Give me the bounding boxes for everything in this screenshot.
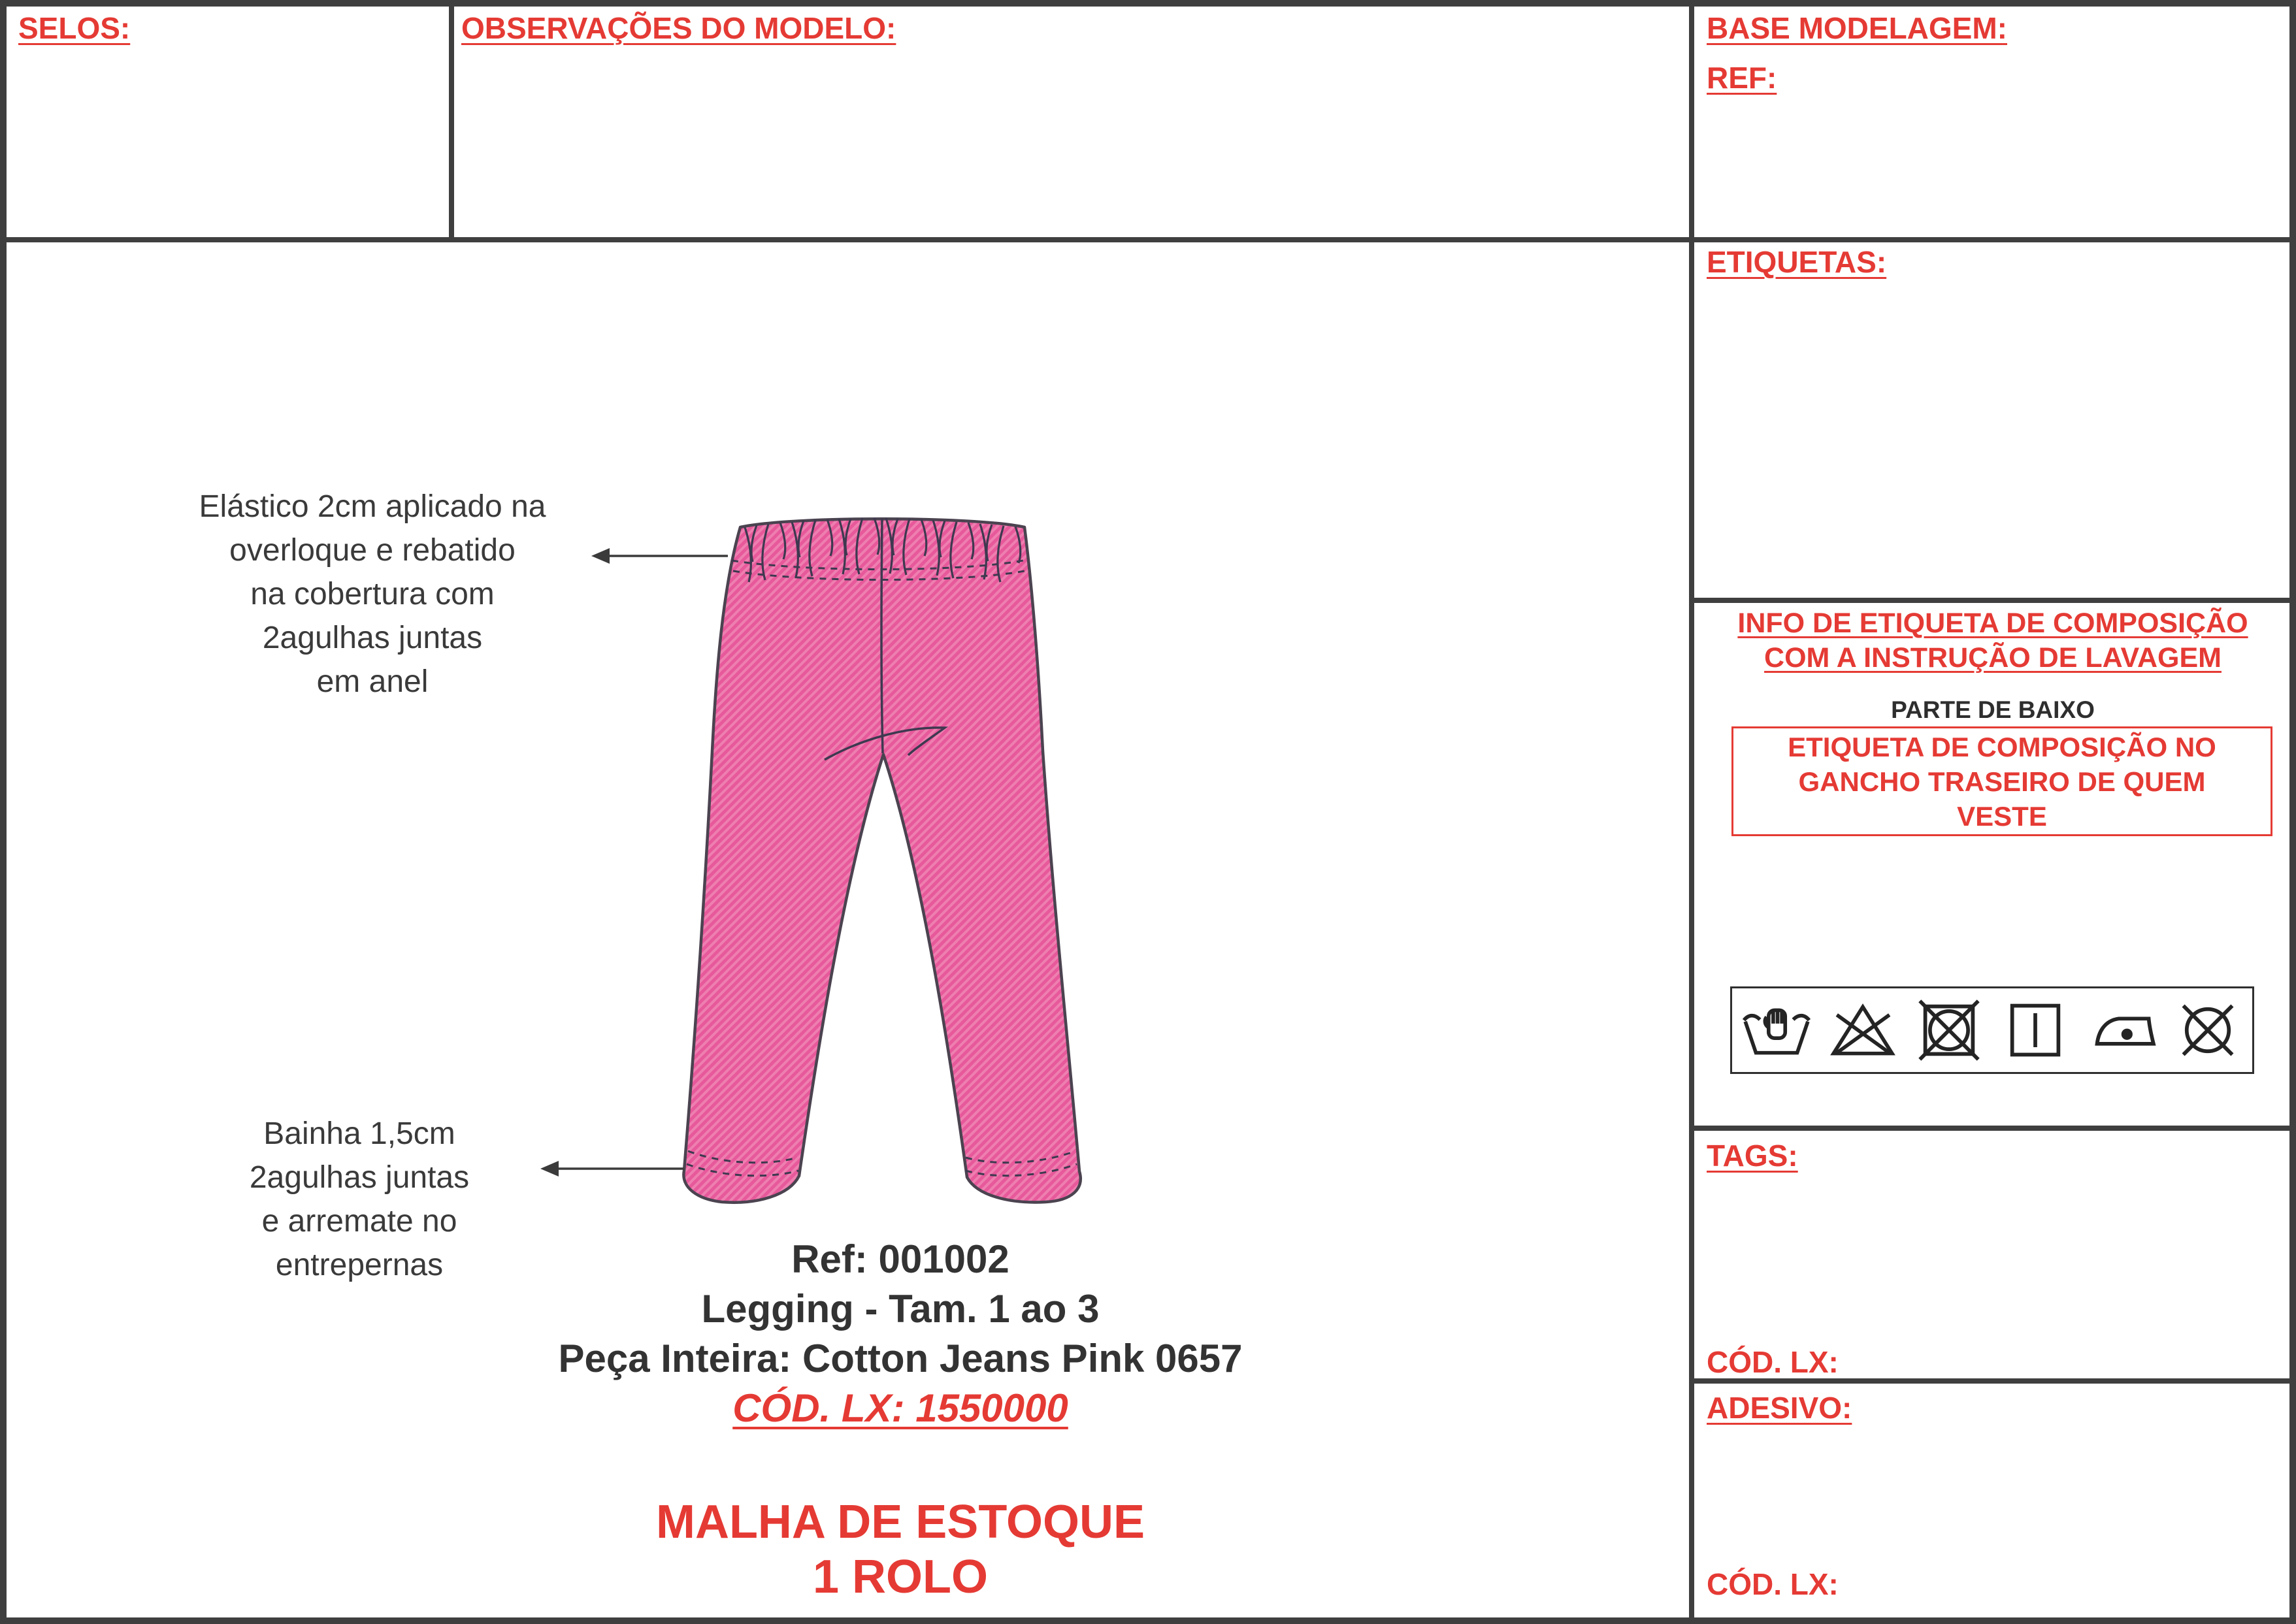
hem-annotation-line: Bainha 1,5cm: [263, 1116, 455, 1151]
etiquetas-info-divider: [1694, 598, 2296, 603]
top-row-divider: [0, 237, 2296, 242]
etiquetas-header: ETIQUETAS:: [1707, 245, 1887, 279]
observacoes-header: OBSERVAÇÕES DO MODELO:: [461, 11, 896, 45]
info-tags-divider: [1694, 1126, 2296, 1131]
waistband-annotation-line: overloque e rebatido: [229, 533, 516, 568]
selos-header: SELOS:: [18, 11, 131, 45]
drip-dry-icon: [1999, 996, 2072, 1064]
iron-low-temperature-icon: [2085, 996, 2158, 1064]
stock-note-line1: MALHA DE ESTOQUE: [655, 1496, 1145, 1548]
stock-note-line2: 1 ROLO: [812, 1551, 989, 1603]
composition-placement-line3: VESTE: [1957, 800, 2047, 832]
hem-annotation-line: e arremate no: [261, 1204, 457, 1239]
ref-header: REF:: [1707, 61, 1777, 95]
tags-header: TAGS:: [1707, 1139, 1798, 1173]
product-ref: Ref: 001002: [791, 1237, 1009, 1281]
do-not-dry-clean-icon: [2171, 996, 2244, 1064]
do-not-tumble-dry-icon: [1912, 996, 1986, 1064]
care-symbols-strip: [1730, 986, 2254, 1074]
waistband-annotation: [144, 485, 601, 704]
hand-wash-icon: [1740, 996, 1813, 1064]
product-fabric: Peça Inteira: Cotton Jeans Pink 0657: [558, 1337, 1243, 1380]
composition-placement-box: [1731, 726, 2272, 836]
adesivo-cod-lx-label: CÓD. LX:: [1707, 1567, 1839, 1601]
composition-placement-line1: ETIQUETA DE COMPOSIÇÃO NO: [1788, 731, 2216, 762]
waistband-annotation-line: na cobertura com: [250, 577, 495, 611]
base-modelagem-header: BASE MODELAGEM:: [1707, 11, 2007, 45]
hem-annotation-line: 2agulhas juntas: [249, 1160, 470, 1195]
right-column-divider: [1689, 7, 1694, 1617]
hem-annotation-arrow: [540, 1161, 684, 1177]
composition-placement-line2: GANCHO TRASEIRO DE QUEM: [1798, 766, 2206, 797]
do-not-bleach-icon: [1826, 996, 1899, 1064]
parte-de-baixo-label: PARTE DE BAIXO: [1891, 696, 2095, 723]
adesivo-header: ADESIVO:: [1707, 1391, 1852, 1425]
waistband-annotation-arrow: [591, 548, 728, 564]
hem-annotation-line: entrepernas: [275, 1248, 444, 1282]
info-composicao-title: [1695, 606, 2291, 675]
info-composicao-title-line2: COM A INSTRUÇÃO DE LAVAGEM: [1764, 642, 2222, 674]
tags-cod-lx-label: CÓD. LX:: [1707, 1345, 1839, 1379]
waistband-annotation-line: em anel: [316, 664, 429, 699]
info-composicao-title-line1: INFO DE ETIQUETA DE COMPOSIÇÃO: [1737, 608, 2248, 639]
product-name: Legging - Tam. 1 ao 3: [701, 1287, 1100, 1331]
center-seam-line: [881, 519, 883, 753]
waistband-annotation-line: 2agulhas juntas: [262, 621, 483, 655]
waistband-annotation-line: Elástico 2cm aplicado na: [199, 489, 546, 524]
selos-observacoes-divider: [449, 7, 454, 242]
product-info-block: [410, 1235, 1390, 1604]
product-cod-lx: CÓD. LX: 1550000: [732, 1386, 1068, 1430]
